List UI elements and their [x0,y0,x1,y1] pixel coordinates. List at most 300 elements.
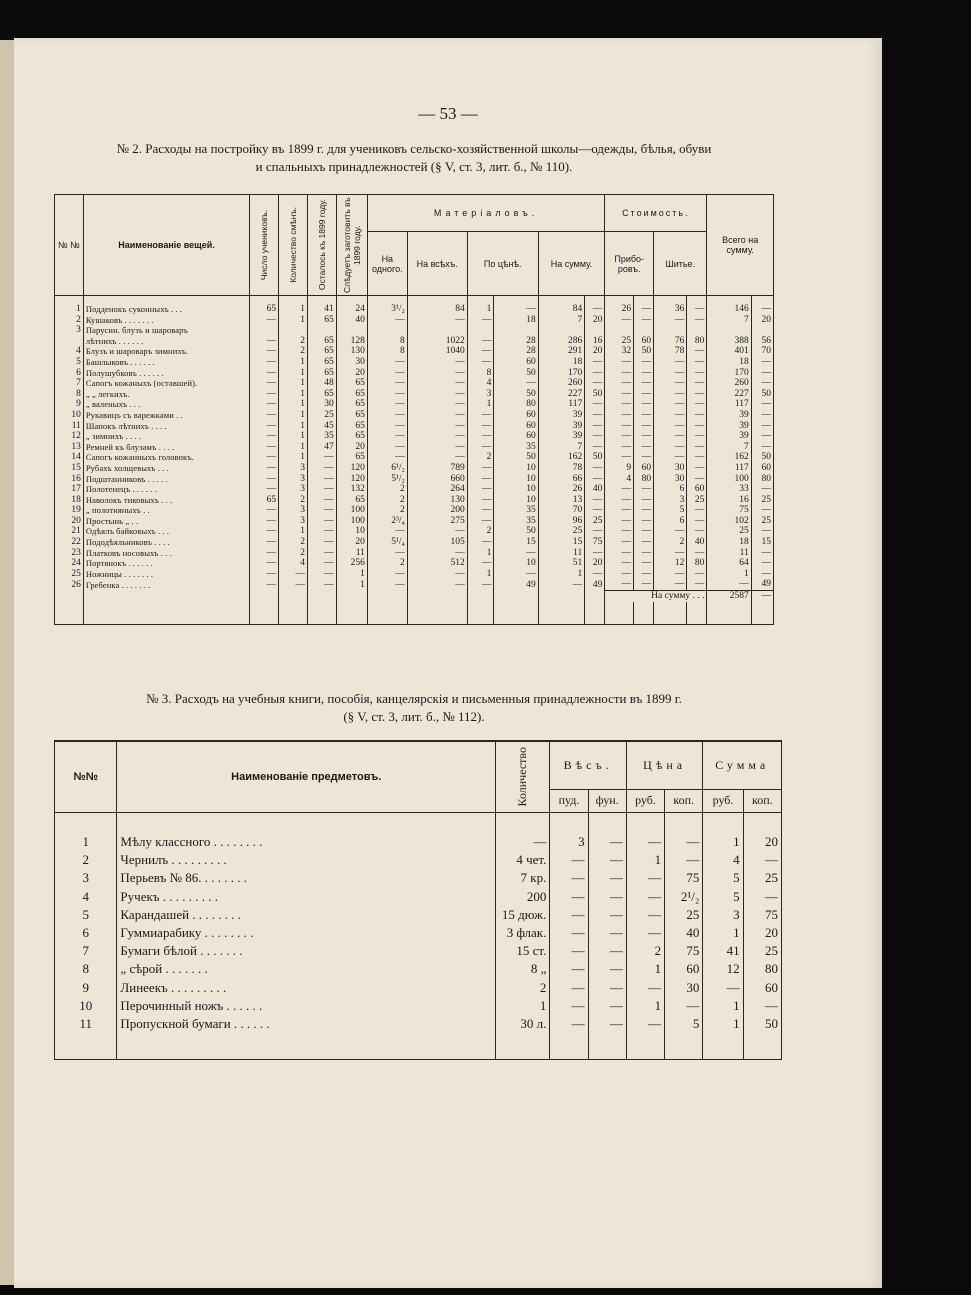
cell-value: — [654,378,687,389]
cell-value: — [307,484,336,495]
header-sum-rub: руб. [703,789,743,812]
item-name: Ручекъ . . . . . . . . . [117,888,496,906]
cell-value: — [367,368,407,379]
cell-value: 1 [703,833,743,851]
cell-value: — [496,833,550,851]
cell-value: — [654,569,687,580]
cell-value: 35 [494,516,538,527]
table-row [55,851,782,869]
cell-value: 50 [634,346,654,357]
cell-value: 7 [707,315,751,326]
cell-value: — [654,548,687,559]
cell-value: 39 [538,431,585,442]
cell-value: 1 [336,569,367,580]
cell-value [367,325,407,336]
item-name: лѣтнихъ . . . . . . [83,336,249,347]
cell-value: — [585,304,605,315]
cell-value: 25 [605,336,634,347]
item-name: Простынь „ . . [83,516,249,527]
cell-value: 1 [279,368,308,379]
cell-value: 227 [707,389,751,400]
cell-value: — [751,399,773,410]
cell-value: 39 [538,421,585,432]
cell-value: — [743,851,781,869]
cell-value: 25 [751,516,773,527]
cell-value: — [467,442,494,453]
cell-value: 65 [336,399,367,410]
cell-value: 13 [538,495,585,506]
row-number: 5 [55,357,84,368]
row-number: 3 [55,325,84,336]
cell-value: — [250,548,279,559]
cell-value: — [467,357,494,368]
cell-value: 1 [467,399,494,410]
item-name: Ножницы . . . . . . . [83,569,249,580]
cell-value: — [751,357,773,368]
cell-value: — [467,346,494,357]
cell-value: 25 [687,495,707,506]
cell-value: 2³/₄ [367,516,407,527]
cell-value: — [605,378,634,389]
clothing-expense-table [54,194,774,625]
cell-value: 117 [707,463,751,474]
cell-value: — [550,851,588,869]
item-name: Кушаковъ . . . . . . . [83,315,249,326]
cell-value: 512 [407,558,467,569]
table-row [55,869,782,887]
row-number: 19 [55,505,84,516]
cell-value: — [279,579,308,590]
table-row [55,336,774,347]
cell-value: — [407,357,467,368]
cell-value: — [687,474,707,485]
cell-value: 80 [743,960,781,978]
sum-kop: — [751,591,773,602]
cell-value: 15 [494,537,538,548]
cell-value: — [751,548,773,559]
cell-value: 65 [307,346,336,357]
cell-value: — [751,526,773,537]
cell-value: — [605,569,634,580]
cell-value: 7 кр. [496,869,550,887]
cell-value: — [654,410,687,421]
cell-value: — [743,888,781,906]
cell-value: — [626,833,664,851]
cell-value: 2 [279,346,308,357]
table-row [55,484,774,495]
cell-value: — [626,979,664,997]
row-number: 13 [55,442,84,453]
row-number: 8 [55,960,117,978]
table-row [55,495,774,506]
cell-value: — [250,378,279,389]
cell-value: 1 [467,304,494,315]
cell-value: 7 [538,315,585,326]
cell-value: — [605,526,634,537]
table-row [55,1015,782,1033]
cell-value: 128 [336,336,367,347]
cell-value: 65 [336,389,367,400]
table-row [55,357,774,368]
cell-value: — [703,979,743,997]
cell-value: — [588,906,626,924]
row-number: 4 [55,346,84,357]
cell-value: 5 [654,505,687,516]
table-row [55,389,774,400]
row-number: 16 [55,474,84,485]
cell-value: — [605,548,634,559]
cell-value: — [751,378,773,389]
cell-value: — [407,526,467,537]
books-expense-table [54,740,782,1060]
cell-value: — [367,421,407,432]
cell-value: 32 [605,346,634,357]
item-name: Перьевъ № 86. . . . . . . . [117,869,496,887]
cell-value: — [407,368,467,379]
cell-value: — [407,410,467,421]
cell-value: — [634,452,654,463]
cell-value: — [751,368,773,379]
cell-value: — [467,336,494,347]
cell-value: 1 [626,960,664,978]
cell-value [605,325,634,336]
cell-value: 50 [494,452,538,463]
cell-value: 1 [279,452,308,463]
cell-value: — [687,357,707,368]
row-number: 7 [55,942,117,960]
cell-value: 3 [703,906,743,924]
cell-value: — [687,548,707,559]
section3-title [54,690,774,726]
cell-value: — [588,869,626,887]
cell-value: 25 [307,410,336,421]
cell-value: 41 [703,942,743,960]
cell-value: 65 [336,378,367,389]
cell-value: 65 [307,368,336,379]
header-changes: Количество смѣнъ. [279,195,308,296]
table-row [55,558,774,569]
cell-value: — [605,537,634,548]
cell-value: — [634,431,654,442]
cell-value: — [307,579,336,590]
cell-value: — [605,442,634,453]
cell-value: — [467,516,494,527]
cell-value: — [250,516,279,527]
cell-value: — [687,505,707,516]
cell-value: — [307,463,336,474]
cell-value: — [634,558,654,569]
cell-value: — [634,421,654,432]
cell-value: 33 [707,484,751,495]
cell-value: — [665,997,703,1015]
table-row [55,906,782,924]
cell-value: — [634,516,654,527]
header-quantity: Количество [496,741,550,813]
cell-value: — [367,579,407,590]
cell-value: 1 [279,399,308,410]
cell-value [585,325,605,336]
cell-value: — [605,315,634,326]
cell-value: — [307,569,336,580]
row-number: 7 [55,378,84,389]
cell-value: — [585,474,605,485]
cell-value: 65 [336,452,367,463]
sum-label: На сумму . . . [605,591,707,602]
cell-value: 84 [538,304,585,315]
cell-value: 1 [496,997,550,1015]
cell-value: 60 [494,421,538,432]
cell-value: 2 [654,537,687,548]
cell-value: 26 [605,304,634,315]
cell-value: — [550,1015,588,1033]
cell-value: — [687,315,707,326]
cell-value: — [588,960,626,978]
cell-value: — [751,421,773,432]
cell-value: 28 [494,336,538,347]
cell-value: 3 [467,389,494,400]
cell-value: — [367,526,407,537]
cell-value: — [467,474,494,485]
cell-value: — [588,888,626,906]
cell-value: 162 [707,452,751,463]
cell-value: 36 [654,304,687,315]
cell-value: 78 [538,463,585,474]
cell-value: 39 [538,410,585,421]
table-row [55,526,774,537]
cell-value: 65 [307,315,336,326]
cell-value: — [634,548,654,559]
cell-value: 200 [407,505,467,516]
cell-value: — [407,431,467,442]
cell-value: 10 [336,526,367,537]
header-per-one: На одного. [367,232,407,296]
cell-value: — [250,474,279,485]
cell-value: 76 [654,336,687,347]
cell-value: — [588,1015,626,1033]
table-row [55,833,782,851]
page-number: — 53 — [418,104,478,123]
header-materials: Матеріаловъ. [367,195,604,232]
table-row [55,442,774,453]
cell-value: 78 [654,346,687,357]
table-row [55,368,774,379]
cell-value: 3 [279,463,308,474]
cell-value: 30 [654,463,687,474]
cell-value: — [250,410,279,421]
cell-value: 170 [707,368,751,379]
cell-value: 65 [250,304,279,315]
section3-title-line1: № 3. Расходъ на учебныя книги, пособія, канцелярскія и письменныя принадлежности въ 1899 г. [146,691,682,706]
cell-value: — [407,315,467,326]
cell-value: 1 [279,357,308,368]
item-name: Линеекъ . . . . . . . . . [117,979,496,997]
cell-value: 18 [538,357,585,368]
cell-value: — [367,315,407,326]
cell-value: — [407,579,467,590]
header-sum: На сумму. [538,232,605,296]
cell-value: 3 [550,833,588,851]
header-weight: Вѣсъ. [550,741,627,789]
section2-title-line2: и спальныхъ принадлежностей (§ V, ст. 3, лит. б., № 110). [255,159,573,174]
cell-value: — [687,378,707,389]
cell-value: 1 [467,548,494,559]
cell-value: 48 [307,378,336,389]
cell-value [336,325,367,336]
cell-value: — [250,526,279,537]
cell-value: 70 [538,505,585,516]
cell-value: 50 [743,1015,781,1033]
cell-value: 10 [494,474,538,485]
cell-value: — [687,579,707,590]
cell-value: — [467,410,494,421]
item-name: Сапогъ кожанныхъ головокъ. [83,452,249,463]
cell-value: 10 [494,463,538,474]
sum-rub: 2587 [707,591,751,602]
cell-value: 2 [467,526,494,537]
cell-value: 100 [707,474,751,485]
cell-value: — [494,569,538,580]
cell-value: 30 л. [496,1015,550,1033]
cell-value: — [634,442,654,453]
cell-value: 5¹/₄ [367,537,407,548]
cell-value: — [550,869,588,887]
header-fittings: Прибо-ровъ. [605,232,654,296]
cell-value: 15 [538,537,585,548]
table-row [55,421,774,432]
row-number: 1 [55,833,117,851]
cell-value: — [307,537,336,548]
row-number: 3 [55,869,117,887]
item-name: „ зимнихъ . . . . [83,431,249,442]
cell-value: 260 [538,378,585,389]
cell-value: 146 [707,304,751,315]
cell-value: 16 [707,495,751,506]
cell-value: — [250,431,279,442]
cell-value: 11 [538,548,585,559]
cell-value: 100 [336,505,367,516]
cell-value: — [605,505,634,516]
item-name: Платковъ носовыхъ . . . [83,548,249,559]
row-number: 24 [55,558,84,569]
table-row [55,505,774,516]
cell-value: — [367,410,407,421]
cell-value: 11 [336,548,367,559]
cell-value: — [605,516,634,527]
cell-value: — [687,389,707,400]
cell-value: 65 [336,495,367,506]
cell-value: — [634,526,654,537]
cell-value: 2 [626,942,664,960]
cell-value: 1022 [407,336,467,347]
cell-value: — [585,368,605,379]
row-number: 20 [55,516,84,527]
cell-value: 5 [665,1015,703,1033]
cell-value: — [588,997,626,1015]
cell-value: 18 [707,357,751,368]
cell-value: 47 [307,442,336,453]
cell-value: 56 [751,336,773,347]
row-number: 22 [55,537,84,548]
cell-value: 30 [665,979,703,997]
cell-value: 45 [307,421,336,432]
cell-value: 50 [494,368,538,379]
item-name: Подденокъ суконныхъ . . . [83,304,249,315]
item-name: Башлыковъ . . . . . . [83,357,249,368]
header-sum: Сумма [703,741,782,789]
table-row [55,474,774,485]
cell-value: 117 [538,399,585,410]
cell-value: 50 [585,389,605,400]
table-row [55,315,774,326]
cell-value: — [751,558,773,569]
cell-value: 105 [407,537,467,548]
cell-value: — [585,399,605,410]
cell-value: — [467,558,494,569]
cell-value: 49 [751,579,773,590]
cell-value: 6 [654,516,687,527]
cell-value: — [605,579,634,590]
cell-value: 789 [407,463,467,474]
cell-value: 80 [751,474,773,485]
cell-value: 60 [634,336,654,347]
cell-value: 117 [707,399,751,410]
cell-value: 39 [707,431,751,442]
item-name: „ сѣрой . . . . . . . [117,960,496,978]
cell-value: — [605,389,634,400]
cell-value [654,325,687,336]
cell-value: — [626,924,664,942]
item-name: Наволокъ тиковыхъ . . . [83,495,249,506]
item-name: Подштанниковъ . . . . . [83,474,249,485]
cell-value: — [538,579,585,590]
cell-value: 388 [707,336,751,347]
cell-value: — [634,399,654,410]
cell-value: 25 [538,526,585,537]
cell-value: 20 [743,833,781,851]
item-name: Сапогъ кожаныхъ (оставшей). [83,378,249,389]
cell-value: — [367,378,407,389]
cell-value: — [250,442,279,453]
cell-value: — [654,526,687,537]
row-number: 6 [55,924,117,942]
cell-value: — [634,304,654,315]
table-row [55,979,782,997]
cell-value: — [307,516,336,527]
header-pupils: Число учениковъ. [250,195,279,296]
cell-value: 132 [336,484,367,495]
cell-value: — [751,304,773,315]
item-name: „ валеныхъ . . . [83,399,249,410]
cell-value: — [588,979,626,997]
cell-value: 12 [654,558,687,569]
cell-value: 16 [585,336,605,347]
cell-value: 50 [585,452,605,463]
cell-value: — [367,452,407,463]
cell-value: — [494,548,538,559]
cell-value: — [250,452,279,463]
cell-value: — [605,410,634,421]
cell-value: 3 [279,505,308,516]
previous-page-edge [0,40,14,1285]
cell-value: 35 [307,431,336,442]
cell-value: 4 [279,558,308,569]
cell-value: 660 [407,474,467,485]
item-name: Блузъ и шароваръ зимнихъ. [83,346,249,357]
cell-value: — [605,484,634,495]
cell-value: — [467,421,494,432]
cell-value: 8 [367,336,407,347]
cell-value: 3 флак. [496,924,550,942]
